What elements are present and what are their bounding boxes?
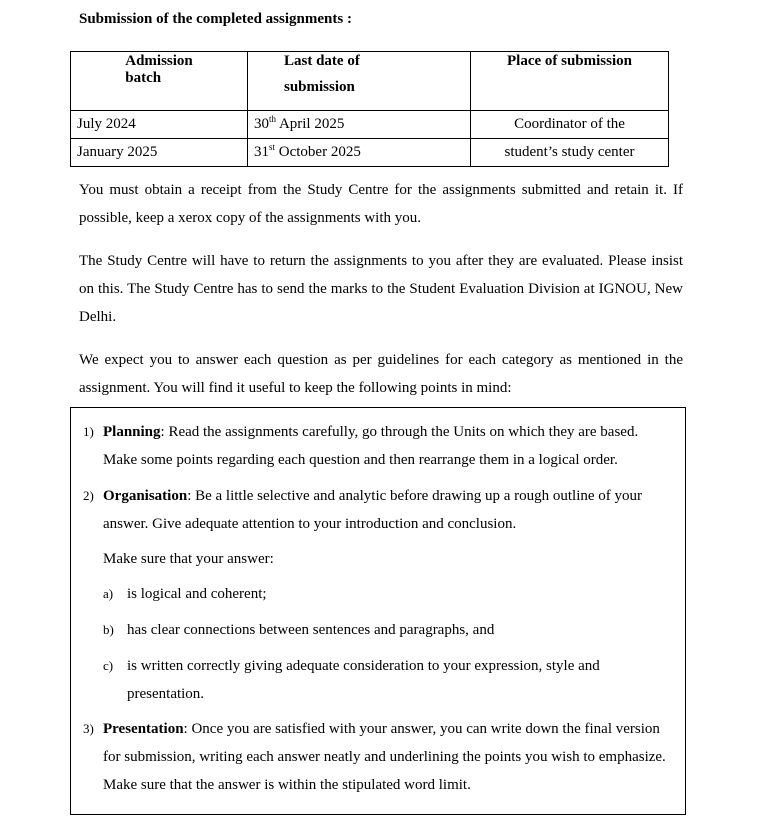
sub-list-letter: b) [103, 622, 114, 637]
point-title: Presentation [103, 721, 184, 737]
sub-list-letter: a) [103, 586, 114, 601]
point-text: : Once you are satisfied with your answer, you can write down the final version for submission, writing each answer neatly and underlining the points you wish to emphasize. Make sure that the answer is within the stipulated word limit. [103, 721, 666, 793]
sub-point-text: is logical and coherent; [127, 586, 267, 602]
header-date-line2: submission [284, 79, 355, 95]
submission-table [70, 51, 669, 167]
make-sure-text: Make sure that your answer: [103, 551, 274, 567]
table-row [71, 111, 669, 139]
cell-date: 30th April 2025 [248, 111, 471, 139]
header-admission-batch [71, 52, 248, 111]
table-row [71, 139, 669, 167]
table-header-row [71, 52, 669, 111]
cell-batch: July 2024 [71, 111, 248, 139]
point-text: : Be a little selective and analytic before drawing up a rough outline of your answer. Give adequate attention to your introduction and conclusion. [103, 488, 643, 532]
list-number: 1) [83, 424, 94, 439]
paragraph-expectations: We expect you to answer each question as per guidelines for each category as mentioned in the assignment. You will find it useful to keep the following points in mind: [79, 352, 683, 396]
cell-date: 31st October 2025 [248, 139, 471, 167]
point-title: Planning [103, 424, 161, 440]
section-heading: Submission of the completed assignments : [79, 11, 352, 27]
guidelines-box [70, 407, 686, 815]
header-place: Place of submission [471, 52, 669, 111]
point-text: : Read the assignments carefully, go through the Units on which they are based. Make some points regarding each question and then rearrange them in a logical order. [103, 424, 639, 468]
cell-place: student’s study center [471, 139, 669, 167]
sub-list-letter: c) [103, 658, 114, 673]
header-last-date [248, 52, 471, 111]
header-date-line1: Last date of [284, 53, 360, 69]
header-batch-line1: Admission [125, 53, 193, 69]
list-number: 2) [83, 488, 94, 503]
header-batch-line2: batch [125, 70, 162, 86]
point-title: Organisation [103, 488, 188, 504]
cell-place: Coordinator of the [471, 111, 669, 139]
sub-point-text: is written correctly giving adequate consideration to your expression, style and presentation. [127, 658, 600, 702]
paragraph-receipt: You must obtain a receipt from the Study Centre for the assignments submitted and retain it. If possible, keep a xerox copy of the assignments with you. [79, 182, 683, 226]
list-number: 3) [83, 721, 94, 736]
cell-batch: January 2025 [71, 139, 248, 167]
paragraph-return: The Study Centre will have to return the assignments to you after they are evaluated. Please insist on this. The Study Centre has to send the marks to the Student Evaluation Division at IGNOU, New Delhi. [79, 253, 683, 325]
sub-point-text: has clear connections between sentences and paragraphs, and [127, 622, 495, 638]
